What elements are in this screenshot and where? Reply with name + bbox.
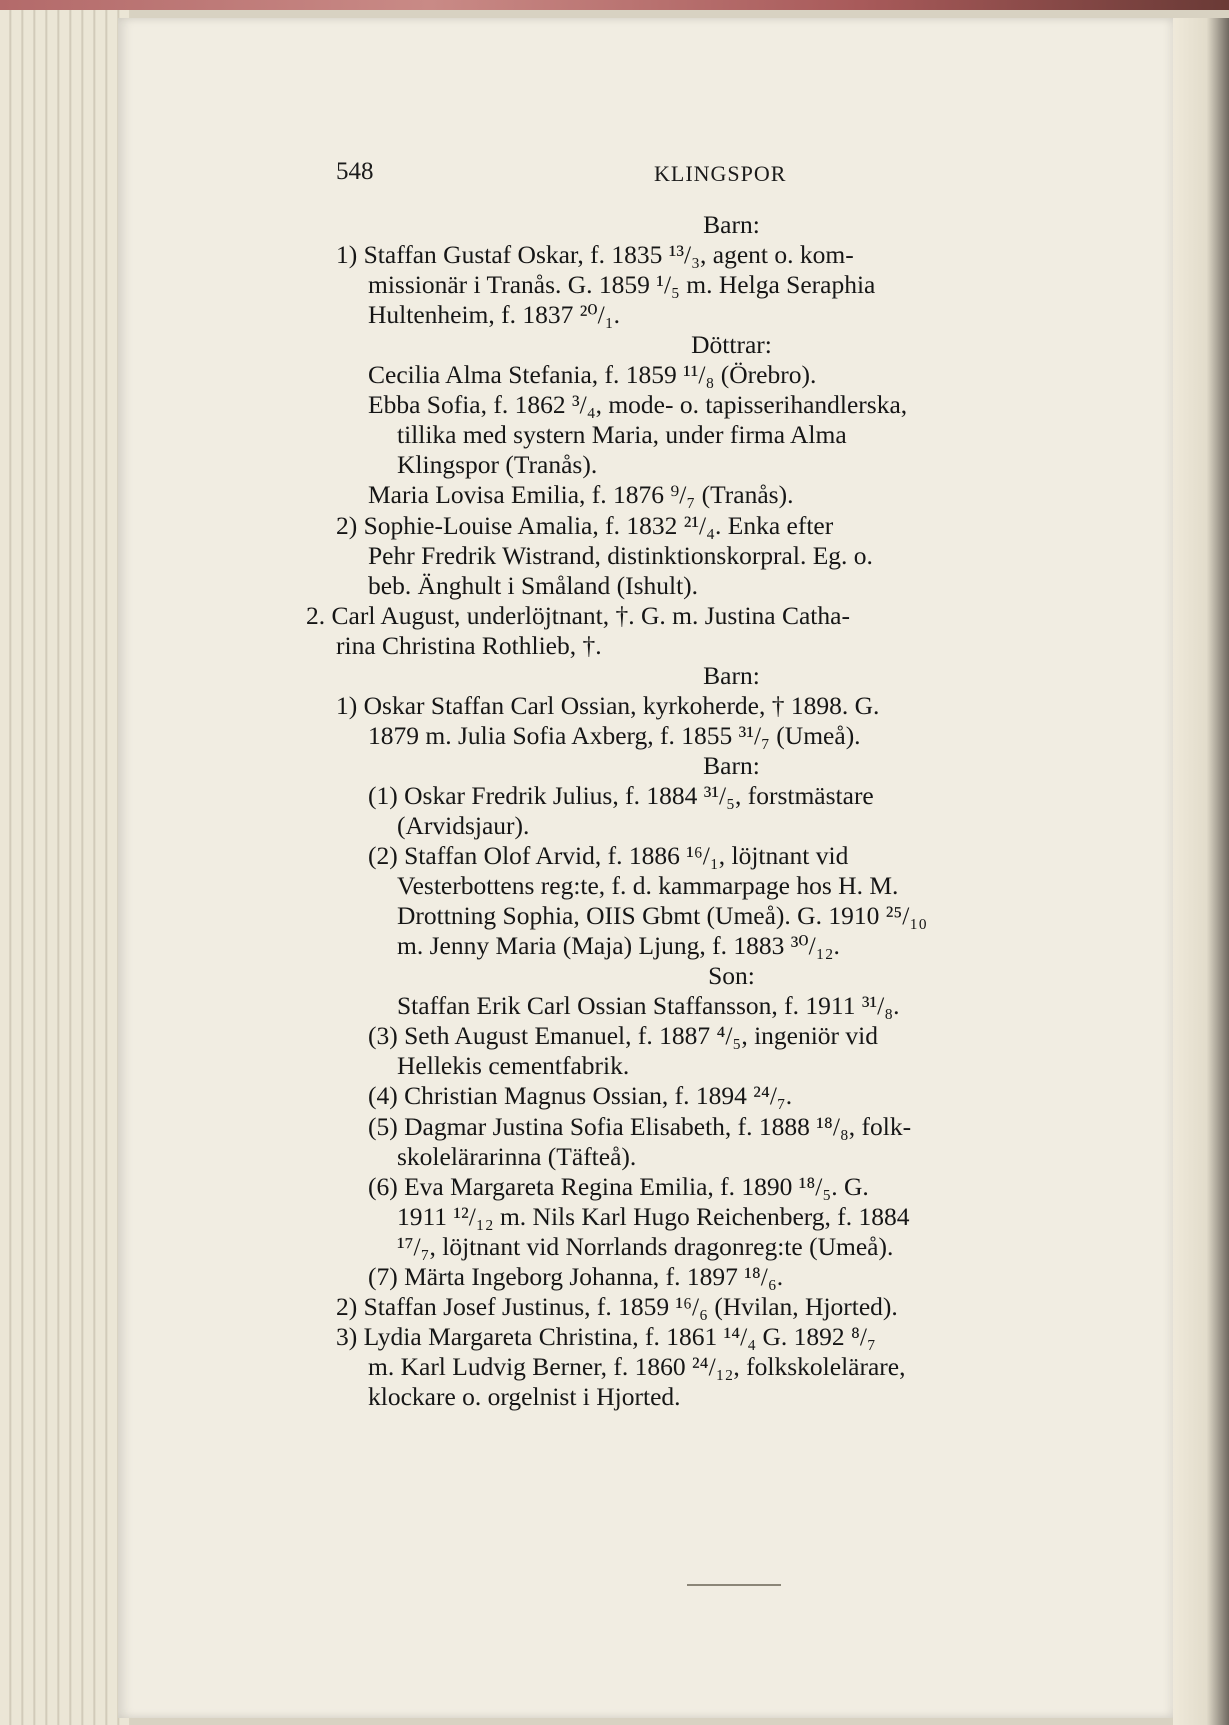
text-line: Cecilia Alma Stefania, f. 1859 ¹¹/₈ (Örebro). — [368, 360, 817, 390]
text-line: 1911 ¹²/₁₂ m. Nils Karl Hugo Reichenberg, f. 1884 — [397, 1201, 910, 1231]
section-heading: Barn: — [703, 750, 760, 780]
text-line: Maria Lovisa Emilia, f. 1876 ⁹/₇ (Tranås). — [368, 480, 794, 510]
text-line: 1) Oskar Staffan Carl Ossian, kyrkoherde, † 1898. G. — [336, 690, 880, 720]
page-stack-edges — [0, 10, 130, 1725]
text-line: 2) Staffan Josef Justinus, f. 1859 ¹⁶/₆ (Hvilan, Hjorted). — [336, 1291, 898, 1321]
text-line: (7) Märta Ingeborg Johanna, f. 1897 ¹⁸/₆. — [368, 1261, 784, 1291]
text-line: beb. Änghult i Småland (Ishult). — [368, 570, 699, 600]
text-line: (1) Oskar Fredrik Julius, f. 1884 ³¹/₅, forstmästare — [368, 780, 874, 810]
text-line: 1879 m. Julia Sofia Axberg, f. 1855 ³¹/₇ (Umeå). — [368, 720, 861, 750]
text-line: (5) Dagmar Justina Sofia Elisabeth, f. 1888 ¹⁸/₈, folk- — [368, 1111, 912, 1141]
text-line: (6) Eva Margareta Regina Emilia, f. 1890 ¹⁸/₅. G. — [368, 1171, 869, 1201]
text-line: Klingspor (Tranås). — [397, 450, 598, 480]
text-line: Hellekis cementfabrik. — [397, 1051, 630, 1081]
text-line: Vesterbottens reg:te, f. d. kammarpage hos H. M. — [397, 871, 899, 901]
page-header — [336, 158, 1136, 188]
text-line: Staffan Erik Carl Ossian Staffansson, f. 1911 ³¹/₈. — [397, 991, 900, 1021]
page-number: 548 — [336, 158, 374, 185]
separator-rule — [687, 1584, 781, 1586]
section-heading: Döttrar: — [691, 330, 772, 360]
page-right-edge — [1173, 18, 1229, 1725]
text-line: 1) Staffan Gustaf Oskar, f. 1835 ¹³/₃, agent o. kom- — [336, 240, 854, 270]
text-line: 2) Sophie-Louise Amalia, f. 1832 ²¹/₄. Enka efter — [336, 510, 834, 540]
text-line: missionär i Tranås. G. 1859 ¹/₅ m. Helga Seraphia — [368, 270, 876, 300]
text-line: Drottning Sophia, OIIS Gbmt (Umeå). G. 1910 ²⁵/₁₀ — [397, 901, 928, 931]
text-line: (2) Staffan Olof Arvid, f. 1886 ¹⁶/₁, löjtnant vid — [368, 841, 849, 871]
section-heading: Son: — [708, 961, 755, 991]
text-line: ¹⁷/₇, löjtnant vid Norrlands dragonreg:te (Umeå). — [397, 1231, 894, 1261]
text-line: m. Jenny Maria (Maja) Ljung, f. 1883 ³⁰/₁₂. — [397, 931, 840, 961]
text-line: Pehr Fredrik Wistrand, distinktionskorpral. Eg. o. — [368, 540, 873, 570]
text-line: (Arvidsjaur). — [397, 811, 530, 840]
text-line: klockare o. orgelnist i Hjorted. — [368, 1381, 681, 1411]
section-heading: Barn: — [703, 210, 760, 239]
text-line: Hultenheim, f. 1837 ²⁰/₁. — [368, 300, 620, 330]
text-line: 2. Carl August, underlöjtnant, †. G. m. Justina Catha- — [306, 600, 850, 630]
text-line: tillika med systern Maria, under firma Alma — [397, 420, 847, 450]
running-title: KLINGSPOR — [654, 161, 787, 186]
text-line: Ebba Sofia, f. 1862 ³/₄, mode- o. tapisserihandlerska, — [368, 390, 908, 420]
section-heading: Barn: — [703, 660, 760, 690]
text-line: m. Karl Ludvig Berner, f. 1860 ²⁴/₁₂, folkskolelärare, — [368, 1351, 906, 1381]
text-line: (4) Christian Magnus Ossian, f. 1894 ²⁴/₇. — [368, 1081, 793, 1111]
text-line: 3) Lydia Margareta Christina, f. 1861 ¹⁴/₄ G. 1892 ⁸/₇ — [336, 1321, 876, 1351]
text-line: (3) Seth August Emanuel, f. 1887 ⁴/₅, ingeniör vid — [368, 1021, 879, 1051]
text-line: skolelärarinna (Täfteå). — [397, 1141, 637, 1171]
text-line: rina Christina Rothlieb, †. — [336, 630, 602, 660]
